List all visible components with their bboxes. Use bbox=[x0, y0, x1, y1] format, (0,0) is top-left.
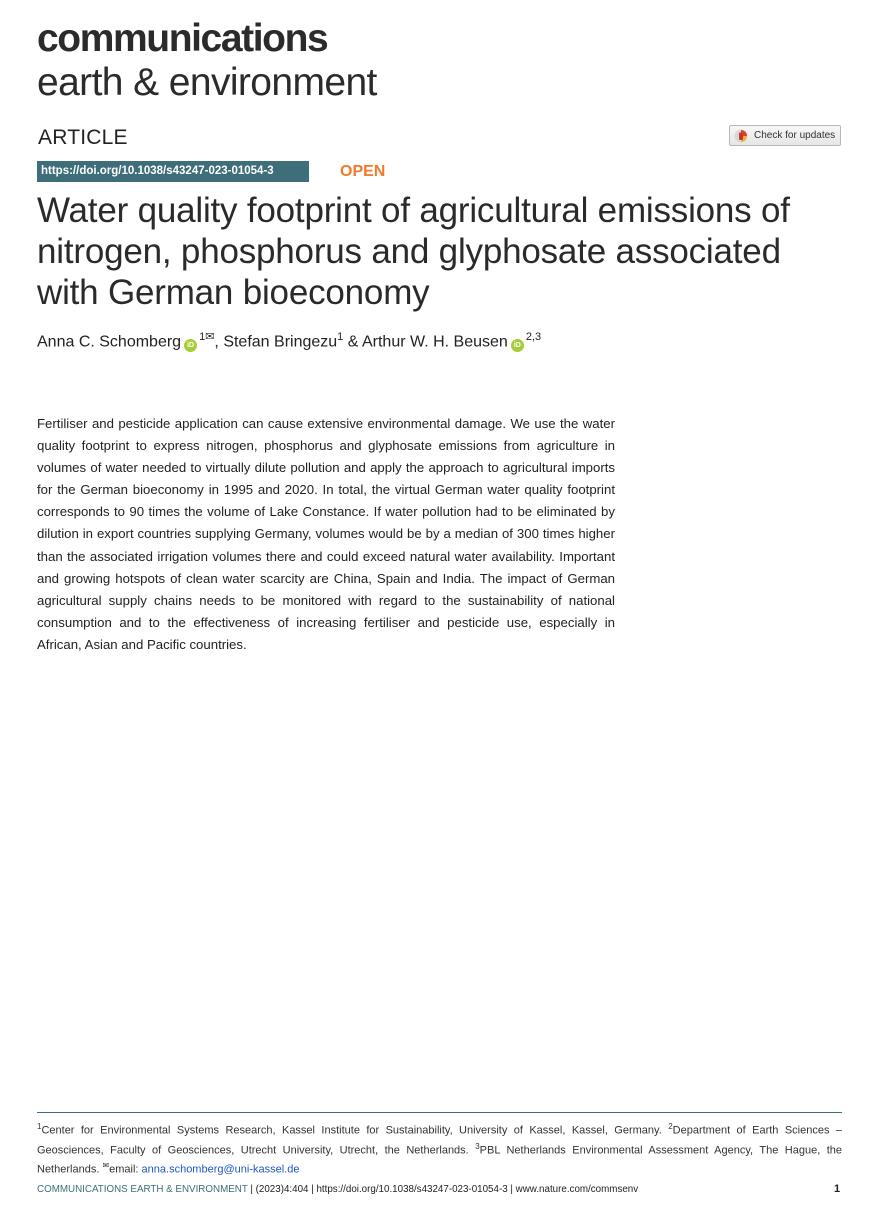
affiliation-mark: 2 bbox=[668, 1122, 673, 1131]
affiliations-footnote bbox=[37, 1119, 842, 1178]
affiliation-text: Department of Earth Sciences – Geosciences, Faculty of Geosciences, Utrecht University, Utrecht, the Netherlands. bbox=[37, 1124, 842, 1157]
abstract-text: Fertiliser and pesticide application can cause extensive environmental damage. We use the water quality footprint to express nitrogen, phosphorus and glyphosate emissions from agriculture in volumes of water needed to virtually dilute pollution and apply the approach to agricultural imports for the German bioeconomy in 1995 and 2020. In total, the virtual German water quality footprint corresponds to 90 times the volume of Lake Constance. If water pollution had to be eliminated by dilution in export countries supplying Germany, volumes would be by a median of 300 times higher than the associated irrigation volumes there and could exceed natural water availability. Important and growing hotspots of clean water scarcity are China, Spain and India. The impact of German agricultural supply chains needs to be monitored with regard to the sustainability of national consumption and to the effectiveness of increasing fertiliser and pesticide use, especially in African, Asian and Pacific countries. bbox=[37, 416, 615, 652]
open-access-label: OPEN bbox=[340, 163, 386, 180]
footnote-divider bbox=[37, 1112, 842, 1113]
author-affiliation-mark: 1 bbox=[337, 331, 344, 343]
page-footer bbox=[37, 1184, 842, 1195]
affiliation-mark: 3 bbox=[475, 1141, 480, 1151]
author-affiliation-mark: 1✉ bbox=[199, 331, 215, 343]
author-separator: & bbox=[343, 333, 362, 351]
email-icon: ✉ bbox=[102, 1161, 110, 1171]
affiliation-text: Center for Environmental Systems Research, Kassel Institute for Sustainability, University of Kassel, Kassel, Germany. bbox=[41, 1124, 669, 1137]
footer-citation: | (2023)4:404 | https://doi.org/10.1038/s43247-023-01054-3 | www.nature.com/commsenv bbox=[247, 1184, 639, 1195]
page-number: 1 bbox=[834, 1183, 841, 1195]
journal-name-line1: communications bbox=[37, 17, 328, 60]
author-name[interactable]: Stefan Bringezu bbox=[223, 333, 338, 351]
doi-link[interactable]: https://doi.org/10.1038/s43247-023-01054-3 bbox=[37, 161, 309, 182]
orcid-icon[interactable]: iD bbox=[511, 339, 524, 352]
email-link[interactable]: anna.schomberg@uni-kassel.de bbox=[141, 1163, 300, 1176]
author-name[interactable]: Anna C. Schomberg bbox=[37, 333, 182, 351]
author-name[interactable]: Arthur W. H. Beusen bbox=[361, 333, 508, 351]
author-list bbox=[37, 330, 541, 352]
affiliation-text: PBL Netherlands Environmental Assessment Agency, The Hague, the Netherlands. bbox=[37, 1144, 842, 1176]
affiliation-mark: 1 bbox=[37, 1122, 42, 1131]
crossmark-icon bbox=[734, 129, 748, 143]
email-label: email: bbox=[109, 1163, 142, 1176]
author-affiliation-mark: 2,3 bbox=[525, 331, 542, 343]
author-separator: , bbox=[214, 333, 224, 351]
article-title: Water quality footprint of agricultural emissions of nitrogen, phosphorus and glyphosate associated with German bioeconomy bbox=[37, 191, 790, 312]
journal-name-line2: earth & environment bbox=[37, 61, 377, 104]
orcid-icon[interactable]: iD bbox=[184, 339, 197, 352]
footer-journal-name: COMMUNICATIONS EARTH & ENVIRONMENT bbox=[37, 1184, 248, 1195]
check-for-updates-label: Check for updates bbox=[754, 130, 836, 141]
check-for-updates-button[interactable] bbox=[729, 125, 841, 146]
article-type-label: ARTICLE bbox=[38, 126, 128, 149]
